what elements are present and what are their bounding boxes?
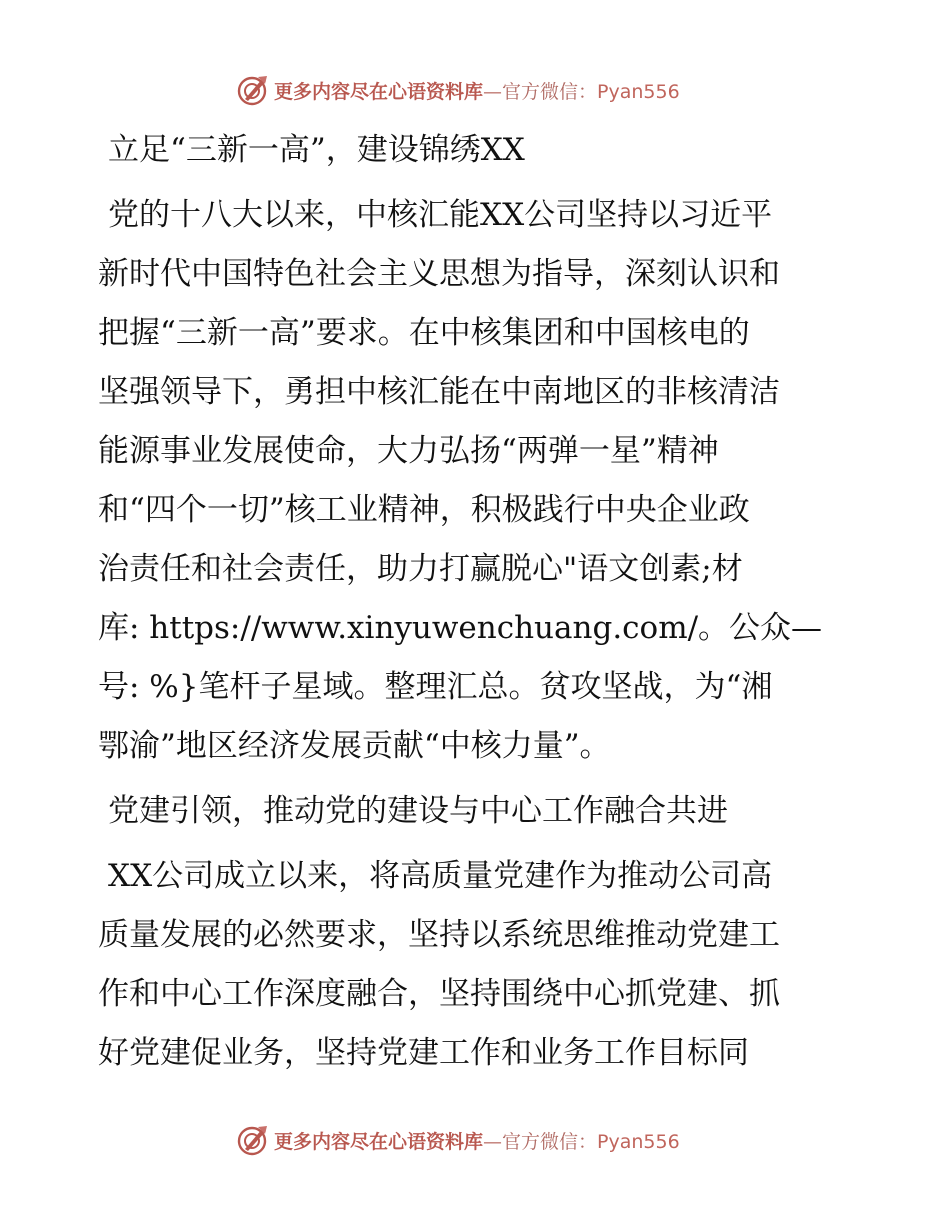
paragraph-line: 坚强领导下，勇担中核汇能在中南地区的非核清洁 — [98, 374, 780, 410]
watermark-separator: — — [483, 1130, 503, 1153]
header-watermark — [236, 72, 716, 108]
watermark-main: 更多内容尽在心语资料库 — [274, 80, 484, 103]
watermark-text — [274, 1127, 680, 1154]
paragraph-line: 库: https://www.xinyuwenchuang.com/。公众— — [98, 610, 823, 646]
watermark-separator: — — [483, 80, 503, 103]
paragraph-line: 好党建促业务，坚持党建工作和业务工作目标同 — [98, 1035, 749, 1071]
paragraph-line: 和“四个一切”核工业精神，积极践行中央企业政 — [98, 492, 750, 528]
paragraph-line: 新时代中国特色社会主义思想为指导，深刻认识和 — [98, 256, 780, 292]
paragraph-line: 把握“三新一高”要求。在中核集团和中国核电的 — [98, 315, 750, 351]
paragraph-line: 党的十八大以来，中核汇能XX公司坚持以习近平 — [108, 197, 773, 233]
watermark-id: Pyan556 — [597, 1130, 680, 1153]
watermark-text — [274, 77, 680, 104]
paragraph-line: 作和中心工作深度融合，坚持围绕中心抓党建、抓 — [98, 976, 780, 1012]
paragraph-line: 鄂渝”地区经济发展贡献“中核力量”。 — [98, 728, 611, 764]
paragraph-line: 治责任和社会责任，助力打赢脱心"语文创素;材 — [98, 551, 743, 587]
section-heading-1: 立足“三新一高”，建设锦绣XX — [108, 132, 525, 168]
paragraph-2 — [98, 854, 858, 1075]
document-body — [98, 128, 858, 1075]
paragraph-line: 号: %}笔杆子星域。整理汇总。贫攻坚战，为“湘 — [98, 669, 773, 705]
watermark-sub: 官方微信： — [502, 1130, 598, 1153]
paragraph-1 — [98, 193, 858, 768]
quill-logo-icon — [236, 1123, 270, 1157]
paragraph-line: 质量发展的必然要求，坚持以系统思维推动党建工 — [98, 917, 780, 953]
watermark-id: Pyan556 — [597, 80, 680, 103]
paragraph-line: 能源事业发展使命，大力弘扬“两弹一星”精神 — [98, 433, 719, 469]
quill-logo-icon — [236, 73, 270, 107]
watermark-main: 更多内容尽在心语资料库 — [274, 1130, 484, 1153]
section-heading-2: 党建引领，推动党的建设与中心工作融合共进 — [108, 793, 728, 829]
watermark-sub: 官方微信： — [502, 80, 598, 103]
footer-watermark — [236, 1122, 716, 1158]
paragraph-line: XX公司成立以来，将高质量党建作为推动公司高 — [108, 858, 773, 894]
